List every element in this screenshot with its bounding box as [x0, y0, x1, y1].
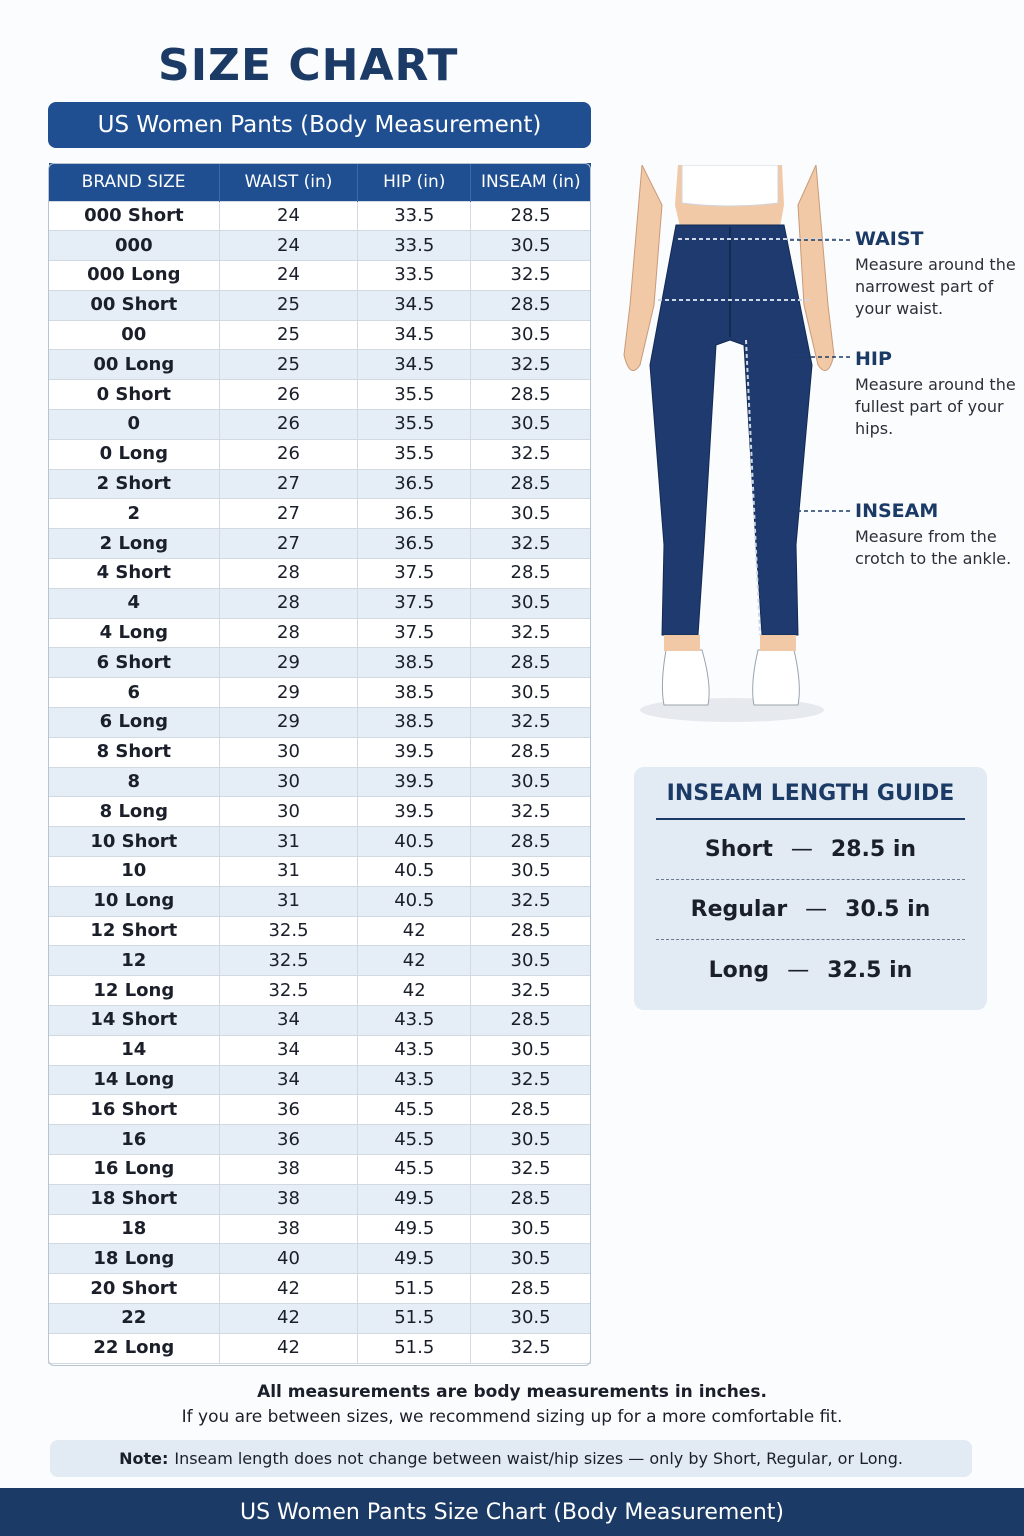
hip-cell: 40.5	[358, 857, 471, 887]
waist-cell: 31	[219, 827, 358, 857]
waist-cell: 40	[219, 1244, 358, 1274]
inseam-cell: 32.5	[471, 1333, 591, 1363]
table-row	[49, 1006, 591, 1036]
inseam-cell: 30.5	[471, 857, 591, 887]
table-row	[49, 1155, 591, 1185]
table-row	[49, 320, 591, 350]
table-row	[49, 380, 591, 410]
inseam-cell: 32.5	[471, 261, 591, 291]
table-row	[49, 618, 591, 648]
inseam-cell: 30.5	[471, 499, 591, 529]
guide-row-regular	[656, 880, 965, 940]
guide-value: 28.5 in	[830, 837, 917, 862]
table-row	[49, 1184, 591, 1214]
inseam-cell: 28.5	[471, 1006, 591, 1036]
waist-cell: 24	[219, 201, 358, 231]
crop-top	[682, 165, 778, 206]
size-cell: 12	[49, 946, 220, 976]
hip-cell: 37.5	[358, 618, 471, 648]
hip-cell: 39.5	[358, 797, 471, 827]
inseam-cell: 30.5	[471, 1214, 591, 1244]
waist-cell: 24	[219, 261, 358, 291]
size-table	[48, 163, 591, 1364]
inseam-callout-label: INSEAM	[855, 500, 939, 522]
table-row	[49, 648, 591, 678]
footnote-bold: All measurements are body measurements in inches.	[257, 1382, 767, 1402]
inseam-cell: 32.5	[471, 439, 591, 469]
waist-cell: 25	[219, 350, 358, 380]
inseam-cell: 30.5	[471, 678, 591, 708]
hip-cell: 34.5	[358, 290, 471, 320]
size-cell: 12 Short	[49, 916, 220, 946]
waist-cell: 31	[219, 886, 358, 916]
table-row	[49, 231, 591, 261]
hip-cell: 34.5	[358, 320, 471, 350]
size-cell: 22 Long	[49, 1333, 220, 1363]
table-row	[49, 1125, 591, 1155]
table-row	[49, 588, 591, 618]
hip-cell: 36.5	[358, 529, 471, 559]
size-cell: 2 Short	[49, 469, 220, 499]
inseam-cell: 30.5	[471, 946, 591, 976]
inseam-cell: 30.5	[471, 231, 591, 261]
waist-cell: 25	[219, 290, 358, 320]
inseam-cell: 32.5	[471, 708, 591, 738]
guide-row-short	[656, 820, 965, 880]
table-row	[49, 469, 591, 499]
table-row	[49, 1303, 591, 1333]
inseam-cell: 28.5	[471, 737, 591, 767]
hip-callout-text: Measure around the fullest part of your hips.	[855, 375, 1016, 438]
callout-lines	[790, 230, 855, 520]
guide-value: 32.5 in	[827, 957, 913, 983]
note-label: Note:	[119, 1449, 169, 1468]
hip-cell: 51.5	[358, 1333, 471, 1363]
table-row	[49, 410, 591, 440]
table-row	[49, 1035, 591, 1065]
hip-cell: 33.5	[358, 231, 471, 261]
inseam-cell: 32.5	[471, 1065, 591, 1095]
table-row	[49, 1214, 591, 1244]
hip-cell: 37.5	[358, 559, 471, 589]
table-row	[49, 201, 591, 231]
size-cell: 16 Short	[49, 1095, 220, 1125]
inseam-cell: 28.5	[471, 201, 591, 231]
hip-cell: 38.5	[358, 678, 471, 708]
hip-cell: 33.5	[358, 201, 471, 231]
hip-cell: 34.5	[358, 350, 471, 380]
size-cell: 18	[49, 1214, 220, 1244]
size-cell: 0	[49, 410, 220, 440]
size-cell: 2 Long	[49, 529, 220, 559]
size-cell: 12 Long	[49, 976, 220, 1006]
header-inseam: INSEAM (in)	[471, 163, 591, 201]
size-cell: 16	[49, 1125, 220, 1155]
size-cell: 10	[49, 857, 220, 887]
waist-cell: 27	[219, 469, 358, 499]
table-header-row	[49, 163, 591, 201]
table-row	[49, 261, 591, 291]
hip-cell: 38.5	[358, 648, 471, 678]
hip-cell: 36.5	[358, 499, 471, 529]
size-cell: 8 Short	[49, 737, 220, 767]
inseam-cell: 30.5	[471, 1244, 591, 1274]
size-cell: 8 Long	[49, 797, 220, 827]
inseam-cell: 28.5	[471, 916, 591, 946]
hip-cell: 35.5	[358, 439, 471, 469]
hip-cell: 39.5	[358, 737, 471, 767]
waist-cell: 42	[219, 1333, 358, 1363]
hip-cell: 43.5	[358, 1006, 471, 1036]
waist-cell: 38	[219, 1214, 358, 1244]
table-row	[49, 1244, 591, 1274]
inseam-cell: 28.5	[471, 469, 591, 499]
waist-cell: 28	[219, 618, 358, 648]
size-cell: 00	[49, 320, 220, 350]
hip-callout-label: HIP	[855, 348, 892, 370]
size-cell: 10 Long	[49, 886, 220, 916]
size-cell: 20 Short	[49, 1274, 220, 1304]
inseam-cell: 30.5	[471, 410, 591, 440]
note-text: Inseam length does not change between waist/hip sizes — only by Short, Regular, or Long.	[174, 1449, 903, 1468]
hip-cell: 51.5	[358, 1303, 471, 1333]
size-cell: 4 Short	[49, 559, 220, 589]
waist-callout	[855, 228, 1020, 320]
waist-cell: 29	[219, 708, 358, 738]
table-row	[49, 1095, 591, 1125]
hip-cell: 42	[358, 946, 471, 976]
table-row	[49, 350, 591, 380]
inseam-callout	[855, 500, 1020, 570]
guide-dash: —	[805, 897, 828, 922]
waist-callout-text: Measure around the narrowest part of your waist.	[855, 255, 1016, 318]
hip-cell: 39.5	[358, 767, 471, 797]
size-cell: 000 Short	[49, 201, 220, 231]
hip-cell: 45.5	[358, 1125, 471, 1155]
guide-label: Short	[704, 837, 773, 862]
table-row	[49, 827, 591, 857]
size-cell: 14 Short	[49, 1006, 220, 1036]
table-row	[49, 708, 591, 738]
waist-cell: 38	[219, 1184, 358, 1214]
size-cell: 0 Long	[49, 439, 220, 469]
note-box	[50, 1440, 972, 1477]
waist-cell: 42	[219, 1303, 358, 1333]
inseam-cell: 32.5	[471, 797, 591, 827]
waist-cell: 30	[219, 737, 358, 767]
hip-cell: 35.5	[358, 410, 471, 440]
header-brand-size: BRAND SIZE	[49, 163, 220, 201]
inseam-cell: 28.5	[471, 559, 591, 589]
inseam-cell: 28.5	[471, 1274, 591, 1304]
size-cell: 000 Long	[49, 261, 220, 291]
table-row	[49, 857, 591, 887]
hip-cell: 35.5	[358, 380, 471, 410]
inseam-cell: 28.5	[471, 380, 591, 410]
guide-dash: —	[787, 957, 810, 983]
size-cell: 16 Long	[49, 1155, 220, 1185]
waist-cell: 28	[219, 588, 358, 618]
hip-cell: 49.5	[358, 1244, 471, 1274]
left-shoe	[662, 650, 709, 705]
table-row	[49, 1274, 591, 1304]
table-row	[49, 529, 591, 559]
size-cell: 00 Short	[49, 290, 220, 320]
hip-cell: 42	[358, 916, 471, 946]
waist-cell: 32.5	[219, 916, 358, 946]
inseam-cell: 30.5	[471, 320, 591, 350]
waist-cell: 30	[219, 767, 358, 797]
waist-cell: 32.5	[219, 976, 358, 1006]
table-row	[49, 678, 591, 708]
waist-cell: 26	[219, 410, 358, 440]
table-row	[49, 1333, 591, 1363]
waist-cell: 34	[219, 1035, 358, 1065]
waist-cell: 29	[219, 678, 358, 708]
waist-cell: 32.5	[219, 946, 358, 976]
inseam-callout-text: Measure from the crotch to the ankle.	[855, 527, 1012, 568]
inseam-cell: 30.5	[471, 767, 591, 797]
hip-cell: 51.5	[358, 1274, 471, 1304]
size-cell: 0 Short	[49, 380, 220, 410]
size-cell: 22	[49, 1303, 220, 1333]
inseam-cell: 32.5	[471, 886, 591, 916]
inseam-cell: 32.5	[471, 1155, 591, 1185]
waist-cell: 29	[219, 648, 358, 678]
inseam-length-guide	[634, 767, 987, 1010]
guide-row-long	[656, 940, 965, 1000]
hip-cell: 42	[358, 976, 471, 1006]
guide-dash: —	[790, 837, 813, 862]
inseam-cell: 28.5	[471, 290, 591, 320]
table-row	[49, 559, 591, 589]
size-cell: 2	[49, 499, 220, 529]
size-cell: 6	[49, 678, 220, 708]
footnote: If you are between sizes, we recommend sizing up for a more comfortable fit.	[181, 1407, 843, 1427]
hip-cell: 49.5	[358, 1214, 471, 1244]
footer-bar: US Women Pants Size Chart (Body Measurement)	[0, 1488, 1024, 1536]
size-cell: 6 Long	[49, 708, 220, 738]
table-row	[49, 499, 591, 529]
size-cell: 4 Long	[49, 618, 220, 648]
waist-cell: 25	[219, 320, 358, 350]
inseam-guide-title: INSEAM LENGTH GUIDE	[656, 781, 965, 820]
table-row	[49, 797, 591, 827]
hip-cell: 43.5	[358, 1065, 471, 1095]
hip-cell: 49.5	[358, 1184, 471, 1214]
hip-cell: 43.5	[358, 1035, 471, 1065]
header-waist: WAIST (in)	[219, 163, 358, 201]
page-title: SIZE CHART	[158, 40, 459, 91]
waist-cell: 34	[219, 1006, 358, 1036]
waist-cell: 31	[219, 857, 358, 887]
hip-cell: 36.5	[358, 469, 471, 499]
table-row	[49, 767, 591, 797]
waist-cell: 30	[219, 797, 358, 827]
inseam-cell: 32.5	[471, 350, 591, 380]
waist-cell: 34	[219, 1065, 358, 1095]
guide-label: Long	[708, 957, 770, 983]
table-row	[49, 1065, 591, 1095]
table-body	[49, 201, 591, 1363]
size-cell: 6 Short	[49, 648, 220, 678]
hip-cell: 45.5	[358, 1155, 471, 1185]
size-cell: 8	[49, 767, 220, 797]
inseam-cell: 28.5	[471, 827, 591, 857]
waist-callout-label: WAIST	[855, 228, 924, 250]
subtitle-banner: US Women Pants (Body Measurement)	[48, 102, 591, 148]
size-cell: 000	[49, 231, 220, 261]
waist-cell: 28	[219, 559, 358, 589]
hip-cell: 45.5	[358, 1095, 471, 1125]
inseam-cell: 30.5	[471, 588, 591, 618]
size-cell: 00 Long	[49, 350, 220, 380]
waist-cell: 26	[219, 439, 358, 469]
table-row	[49, 946, 591, 976]
size-cell: 14	[49, 1035, 220, 1065]
inseam-cell: 30.5	[471, 1303, 591, 1333]
inseam-cell: 32.5	[471, 976, 591, 1006]
size-cell: 18 Short	[49, 1184, 220, 1214]
inseam-cell: 28.5	[471, 648, 591, 678]
guide-label: Regular	[690, 897, 788, 922]
hip-cell: 33.5	[358, 261, 471, 291]
size-cell: 10 Short	[49, 827, 220, 857]
waist-cell: 26	[219, 380, 358, 410]
hip-callout	[855, 348, 1020, 440]
right-shoe	[753, 650, 800, 705]
table-row	[49, 886, 591, 916]
table-row	[49, 290, 591, 320]
waist-cell: 38	[219, 1155, 358, 1185]
hip-cell: 37.5	[358, 588, 471, 618]
waist-cell: 36	[219, 1125, 358, 1155]
size-cell: 14 Long	[49, 1065, 220, 1095]
size-cell: 18 Long	[49, 1244, 220, 1274]
waist-cell: 27	[219, 499, 358, 529]
waist-cell: 24	[219, 231, 358, 261]
guide-value: 30.5 in	[845, 897, 931, 922]
table-row	[49, 439, 591, 469]
inseam-cell: 30.5	[471, 1035, 591, 1065]
hip-cell: 40.5	[358, 886, 471, 916]
inseam-cell: 32.5	[471, 618, 591, 648]
table-row	[49, 976, 591, 1006]
header-hip: HIP (in)	[358, 163, 471, 201]
inseam-cell: 32.5	[471, 529, 591, 559]
hip-cell: 38.5	[358, 708, 471, 738]
inseam-cell: 28.5	[471, 1184, 591, 1214]
waist-cell: 27	[219, 529, 358, 559]
table-row	[49, 916, 591, 946]
size-cell: 4	[49, 588, 220, 618]
hip-cell: 40.5	[358, 827, 471, 857]
waist-cell: 36	[219, 1095, 358, 1125]
waist-cell: 42	[219, 1274, 358, 1304]
table-row	[49, 737, 591, 767]
inseam-cell: 28.5	[471, 1095, 591, 1125]
inseam-cell: 30.5	[471, 1125, 591, 1155]
